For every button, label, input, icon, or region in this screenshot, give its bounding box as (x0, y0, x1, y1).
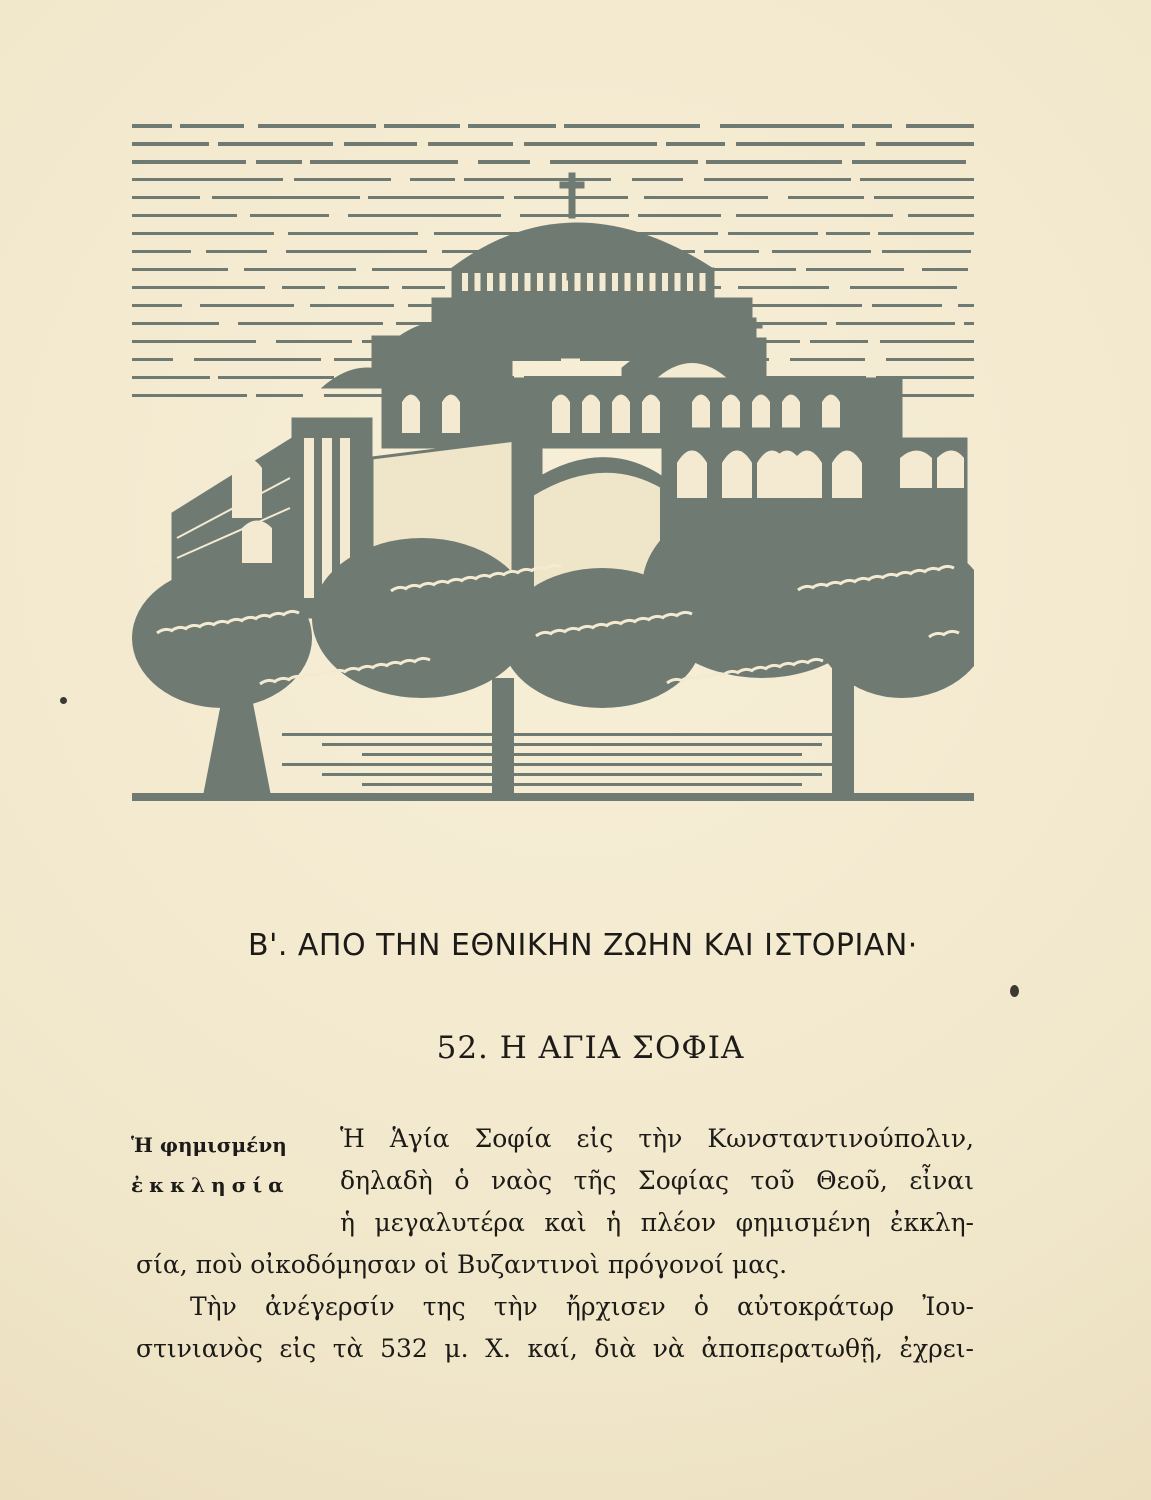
ink-speck (1010, 985, 1019, 997)
ink-speck (60, 697, 67, 704)
body-text-line: Τὴν ἀνέγερσίν της τὴν ἤρχισεν ὁ αὐτοκράτωρ Ἰου- (190, 1292, 974, 1321)
hagia-sophia-woodcut (132, 118, 974, 801)
body-text-line: σία, ποὺ οἰκοδόμησαν οἱ Βυζαντινοὶ πρόγονοί μας. (136, 1250, 788, 1279)
section-heading: Β'. ΑΠΟ ΤΗΝ ΕΘΝΙΚΗΝ ΖΩΗΝ ΚΑΙ ΙΣΤΟΡΙΑΝ· (248, 928, 918, 963)
margin-note (131, 1125, 351, 1205)
chapter-title: 52. Η ΑΓΙΑ ΣΟΦΙΑ (436, 1030, 745, 1066)
body-text-line: ἡ μεγαλυτέρα καὶ ἡ πλέον φημισμένη ἐκκλη- (340, 1208, 974, 1237)
margin-note-line: Ἡ φημισμένη (131, 1133, 287, 1157)
body-text-line: Ἡ Ἁγία Σοφία εἰς τὴν Κωνσταντινούπολιν, (340, 1124, 974, 1153)
body-text-line: δηλαδὴ ὁ ναὸς τῆς Σοφίας τοῦ Θεοῦ, εἶναι (340, 1166, 974, 1195)
margin-note-line: ἐκκλησία (131, 1173, 290, 1197)
body-text-line: στινιανὸς εἰς τὰ 532 μ. Χ. καί, διὰ νὰ ἀποπερατωθῇ, ἐχρει- (136, 1334, 974, 1363)
